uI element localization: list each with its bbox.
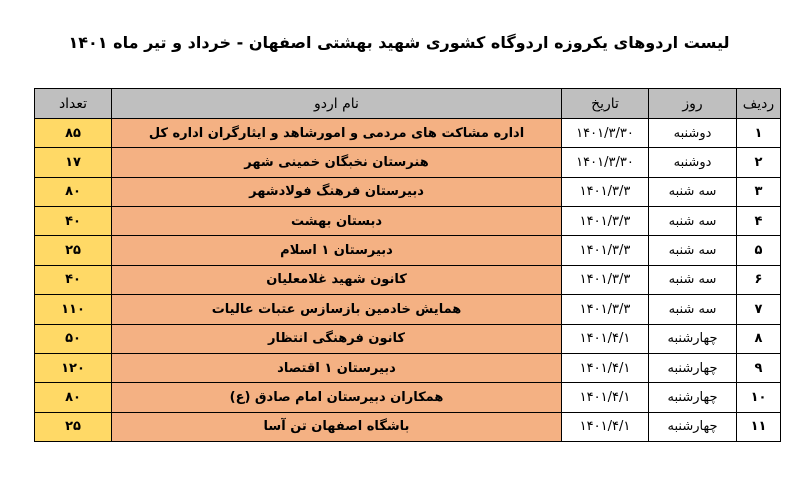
row-day-cell: چهارشنبه [649,324,737,353]
table-row [35,177,781,206]
row-name-cell: دبیرستان فرهنگ فولادشهر [112,177,562,206]
row-number-cell: ۸ [737,324,781,353]
table-row [35,383,781,412]
row-date-cell: ۱۴۰۱/۳/۳ [562,236,649,265]
row-name-cell: اداره مشاکت های مردمی و امورشاهد و ایثارگران اداره کل [112,119,562,148]
header-date: تاریخ [562,89,649,119]
row-number-cell: ۱۰ [737,383,781,412]
row-count-cell: ۱۲۰ [35,353,112,382]
row-count-cell: ۴۰ [35,207,112,236]
table-row [35,324,781,353]
row-day-cell: سه شنبه [649,265,737,294]
row-day-cell: سه شنبه [649,177,737,206]
row-count-cell: ۸۰ [35,177,112,206]
row-day-cell: چهارشنبه [649,353,737,382]
row-number-cell: ۳ [737,177,781,206]
table-row [35,207,781,236]
page-title: لیست اردوهای یکروزه اردوگاه کشوری شهید بهشتی اصفهان - خرداد و تیر ماه ۱۴۰۱ [68,33,730,52]
row-number-cell: ۹ [737,353,781,382]
table-row [35,265,781,294]
camps-table [34,88,781,442]
row-name-cell: دبستان بهشت [112,207,562,236]
row-date-cell: ۱۴۰۱/۳/۳ [562,295,649,324]
table-row [35,353,781,382]
row-date-cell: ۱۴۰۱/۳/۳ [562,177,649,206]
row-date-cell: ۱۴۰۱/۳/۳۰ [562,148,649,177]
row-date-cell: ۱۴۰۱/۴/۱ [562,353,649,382]
row-name-cell: باشگاه اصفهان تن آسا [112,412,562,441]
row-name-cell: هنرستان نخبگان خمینی شهر [112,148,562,177]
table-row [35,295,781,324]
row-day-cell: دوشنبه [649,119,737,148]
row-day-cell: سه شنبه [649,236,737,265]
row-day-cell: سه شنبه [649,207,737,236]
row-number-cell: ۷ [737,295,781,324]
row-number-cell: ۴ [737,207,781,236]
row-name-cell: دبیرستان ۱ اقتصاد [112,353,562,382]
row-count-cell: ۴۰ [35,265,112,294]
row-count-cell: ۸۵ [35,119,112,148]
table-row [35,119,781,148]
header-name: نام اردو [112,89,562,119]
row-name-cell: همکاران دبیرستان امام صادق (ع) [112,383,562,412]
table-row [35,236,781,265]
row-date-cell: ۱۴۰۱/۳/۳۰ [562,119,649,148]
table-header-row [35,89,781,119]
row-count-cell: ۵۰ [35,324,112,353]
table-row [35,412,781,441]
row-number-cell: ۲ [737,148,781,177]
row-name-cell: همایش خادمین بازسازس عتبات عالیات [112,295,562,324]
row-count-cell: ۱۷ [35,148,112,177]
row-date-cell: ۱۴۰۱/۴/۱ [562,383,649,412]
row-date-cell: ۱۴۰۱/۳/۳ [562,265,649,294]
row-number-cell: ۱۱ [737,412,781,441]
row-number-cell: ۱ [737,119,781,148]
row-count-cell: ۱۱۰ [35,295,112,324]
row-date-cell: ۱۴۰۱/۴/۱ [562,412,649,441]
row-day-cell: سه شنبه [649,295,737,324]
row-name-cell: کانون شهید غلامعلیان [112,265,562,294]
row-count-cell: ۸۰ [35,383,112,412]
row-number-cell: ۵ [737,236,781,265]
row-date-cell: ۱۴۰۱/۳/۳ [562,207,649,236]
row-count-cell: ۲۵ [35,236,112,265]
row-date-cell: ۱۴۰۱/۴/۱ [562,324,649,353]
row-number-cell: ۶ [737,265,781,294]
row-day-cell: چهارشنبه [649,383,737,412]
row-name-cell: دبیرستان ۱ اسلام [112,236,562,265]
row-day-cell: دوشنبه [649,148,737,177]
header-count: تعداد [35,89,112,119]
row-name-cell: کانون فرهنگی انتظار [112,324,562,353]
header-day: روز [649,89,737,119]
header-num: ردیف [737,89,781,119]
row-day-cell: چهارشنبه [649,412,737,441]
row-count-cell: ۲۵ [35,412,112,441]
table-row [35,148,781,177]
